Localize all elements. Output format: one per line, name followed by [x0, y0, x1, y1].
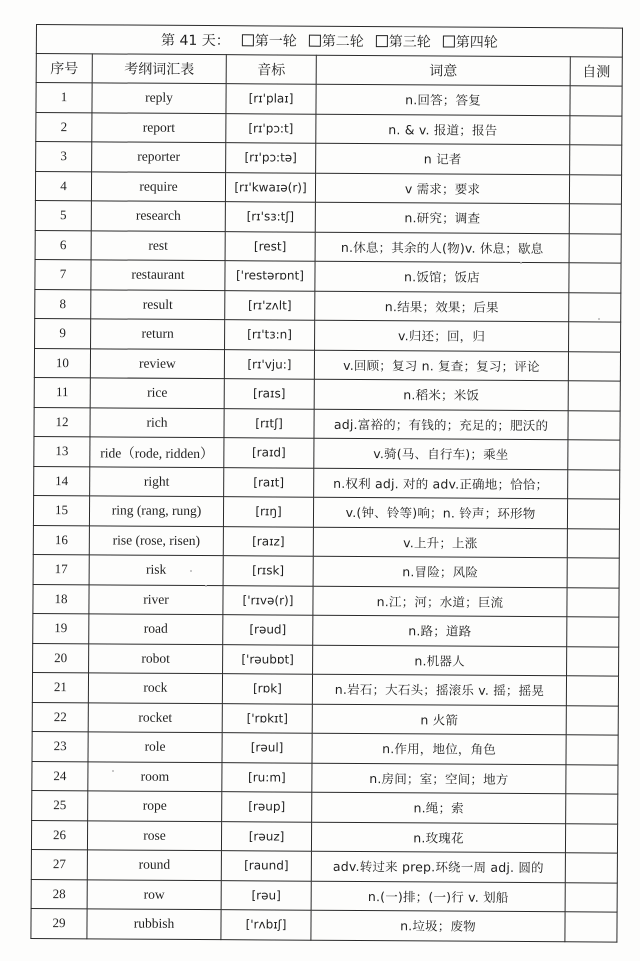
row-phonetic: [raɪs]	[224, 379, 314, 409]
row-phonetic: [raɪz]	[223, 526, 313, 556]
row-meaning: n.(一)排；(一)行 v. 划船	[311, 881, 565, 912]
row-word: rocket	[88, 702, 222, 732]
row-self-test[interactable]	[566, 794, 618, 824]
row-word: rose	[87, 820, 221, 850]
row-number: 17	[33, 554, 89, 584]
row-meaning: n. & v. 报道；报告	[316, 114, 570, 145]
vocabulary-table	[30, 24, 623, 942]
row-number: 4	[35, 171, 91, 201]
table-row	[36, 83, 622, 116]
row-meaning: n.岩石；大石头；摇滚乐 v. 摇；摇晃	[312, 674, 566, 705]
row-phonetic: [rɪ'kwaɪə(r)]	[225, 172, 315, 202]
row-meaning: v.(钟、铃等)响；n. 铃声；环形物	[313, 497, 567, 528]
scan-speck	[190, 570, 192, 572]
table-row	[34, 436, 620, 469]
row-word: research	[91, 201, 225, 231]
row-number: 29	[31, 908, 87, 938]
round-2[interactable]: 第二轮	[309, 34, 364, 50]
table-row	[33, 495, 619, 528]
row-self-test[interactable]	[566, 735, 618, 765]
row-self-test[interactable]	[569, 204, 621, 234]
row-meaning: n 火箭	[312, 704, 566, 735]
row-phonetic: ['rəubɒt]	[223, 644, 313, 674]
table-row	[32, 790, 618, 823]
table-row	[36, 112, 622, 145]
row-word: ride（rode, ridden）	[90, 437, 224, 467]
row-number: 3	[36, 142, 92, 172]
row-number: 7	[35, 259, 91, 289]
row-word: robot	[89, 643, 223, 673]
checkbox-icon[interactable]	[309, 35, 321, 47]
row-meaning: v.归还；回，归	[315, 320, 569, 351]
header-word: 考纲词汇表	[92, 54, 226, 84]
row-phonetic: [rɪ'plaɪ]	[226, 84, 316, 114]
title-row	[36, 25, 622, 58]
header-meaning: 词意	[316, 55, 570, 86]
row-word: rise (rose, risen)	[89, 525, 223, 555]
row-self-test[interactable]	[569, 233, 621, 263]
row-meaning: v 需求；要求	[315, 173, 569, 204]
row-self-test[interactable]	[567, 646, 619, 676]
row-word: restaurant	[91, 260, 225, 290]
row-self-test[interactable]	[570, 145, 622, 175]
row-self-test[interactable]	[567, 528, 619, 558]
row-self-test[interactable]	[565, 823, 617, 853]
row-number: 2	[36, 112, 92, 142]
row-self-test[interactable]	[566, 676, 618, 706]
row-phonetic: [rəuz]	[221, 821, 311, 851]
row-meaning: n.垃圾；废物	[311, 910, 565, 941]
column-header-row	[36, 54, 622, 87]
row-phonetic: [rəud]	[223, 615, 313, 645]
header-self-test: 自测	[570, 57, 622, 86]
row-number: 8	[35, 289, 91, 319]
row-self-test[interactable]	[568, 410, 620, 440]
row-word: return	[91, 319, 225, 349]
row-word: review	[90, 348, 224, 378]
row-self-test[interactable]	[567, 558, 619, 588]
row-number: 12	[34, 407, 90, 437]
row-self-test[interactable]	[565, 853, 617, 883]
row-phonetic: [raund]	[221, 851, 311, 881]
row-meaning: n.权利 adj. 对的 adv.正确地；恰恰；	[314, 468, 568, 499]
row-self-test[interactable]	[570, 115, 622, 145]
row-word: require	[91, 171, 225, 201]
row-number: 28	[31, 879, 87, 909]
row-meaning: n.机器人	[313, 645, 567, 676]
checkbox-icon[interactable]	[376, 35, 388, 47]
row-self-test[interactable]	[570, 86, 622, 116]
row-phonetic: ['rʌbɪʃ]	[221, 910, 311, 940]
table-row	[34, 407, 620, 440]
header-no: 序号	[36, 54, 92, 83]
checkbox-icon[interactable]	[443, 35, 455, 47]
row-number: 5	[35, 200, 91, 230]
row-self-test[interactable]	[568, 440, 620, 470]
row-phonetic: [rɪ'sɜ:tʃ]	[225, 202, 315, 232]
table-row	[34, 377, 620, 410]
table-row	[35, 171, 621, 204]
scan-speck	[520, 262, 522, 264]
round-4[interactable]: 第四轮	[443, 34, 498, 50]
row-self-test[interactable]	[566, 764, 618, 794]
table-row	[31, 879, 617, 912]
row-number: 26	[31, 820, 87, 850]
vocabulary-rows	[31, 83, 622, 942]
row-number: 10	[34, 348, 90, 378]
row-meaning: n.江；河；水道；巨流	[313, 586, 567, 617]
row-phonetic: [rɪ'vju:]	[224, 349, 314, 379]
row-phonetic: ['restərɒnt]	[225, 261, 315, 291]
row-number: 19	[33, 613, 89, 643]
row-word: result	[91, 289, 225, 319]
row-self-test[interactable]	[569, 263, 621, 293]
table-row	[35, 259, 621, 292]
scan-speck	[598, 318, 600, 320]
row-self-test[interactable]	[567, 499, 619, 529]
row-word: round	[87, 850, 221, 880]
table-row	[34, 466, 620, 499]
table-row	[32, 672, 618, 705]
row-phonetic: [raɪd]	[224, 438, 314, 468]
round-1[interactable]: 第一轮	[242, 33, 297, 49]
table-row	[35, 289, 621, 322]
row-word: room	[88, 761, 222, 791]
day-label: 第 41 天：	[161, 32, 230, 50]
table-row	[32, 702, 618, 735]
row-number: 20	[33, 643, 89, 673]
row-meaning: n.冒险；风险	[313, 556, 567, 587]
row-meaning: n.作用，地位，角色	[312, 733, 566, 764]
row-phonetic: [rɪ'tɜ:n]	[225, 320, 315, 350]
row-meaning: n.休息；其余的人(物)v. 休息；歇息	[315, 232, 569, 263]
row-self-test[interactable]	[567, 587, 619, 617]
row-meaning: n.玫瑰花	[311, 822, 565, 853]
table-row	[35, 230, 621, 263]
table-row	[36, 142, 622, 175]
row-meaning: n.绳；索	[312, 792, 566, 823]
row-number: 16	[33, 525, 89, 555]
row-self-test[interactable]	[565, 912, 617, 942]
row-word: rest	[91, 230, 225, 260]
row-number: 27	[31, 849, 87, 879]
row-meaning: n.饭馆；饭店	[315, 261, 569, 292]
row-number: 21	[32, 672, 88, 702]
row-meaning: n.研究；调查	[315, 202, 569, 233]
row-number: 14	[34, 466, 90, 496]
row-self-test[interactable]	[565, 882, 617, 912]
row-phonetic: [rest]	[225, 231, 315, 261]
row-phonetic: ['rɒkɪt]	[222, 703, 312, 733]
row-phonetic: [ru:m]	[222, 762, 312, 792]
row-self-test[interactable]	[568, 351, 620, 381]
row-self-test[interactable]	[567, 617, 619, 647]
row-word: rice	[90, 378, 224, 408]
row-self-test[interactable]	[568, 469, 620, 499]
table-row	[33, 643, 619, 676]
row-phonetic: [rəul]	[222, 733, 312, 763]
table-row	[33, 554, 619, 587]
row-word: right	[90, 466, 224, 496]
table-row	[31, 849, 617, 882]
row-number: 9	[35, 318, 91, 348]
table-row	[33, 525, 619, 558]
row-meaning: adj.富裕的；有钱的；充足的；肥沃的	[314, 409, 568, 440]
table-row	[35, 318, 621, 351]
row-meaning: n.稻米；米饭	[314, 379, 568, 410]
row-phonetic: [rɪsk]	[223, 556, 313, 586]
row-meaning: n.结果；效果；后果	[315, 291, 569, 322]
row-meaning: n 记者	[316, 143, 570, 174]
row-self-test[interactable]	[569, 292, 621, 322]
row-meaning: n.回答；答复	[316, 84, 570, 115]
row-number: 25	[32, 790, 88, 820]
row-phonetic: ['rɪvə(r)]	[223, 585, 313, 615]
row-phonetic: [rɪŋ]	[223, 497, 313, 527]
table-row	[32, 761, 618, 794]
row-number: 1	[36, 83, 92, 113]
row-number: 22	[32, 702, 88, 732]
row-word: rubbish	[87, 909, 221, 939]
vocabulary-sheet	[30, 24, 622, 942]
row-phonetic: [rɪtʃ]	[224, 408, 314, 438]
table-row	[33, 613, 619, 646]
row-word: row	[87, 879, 221, 909]
scan-speck	[205, 585, 207, 587]
row-word: ring (rang, rung)	[89, 496, 223, 526]
row-word: report	[92, 112, 226, 142]
round-3[interactable]: 第三轮	[376, 34, 431, 50]
scan-speck	[112, 770, 114, 772]
row-self-test[interactable]	[568, 381, 620, 411]
row-word: reply	[92, 83, 226, 113]
row-phonetic: [rɒk]	[222, 674, 312, 704]
row-number: 15	[33, 495, 89, 525]
header-ipa: 音标	[226, 55, 316, 85]
table-row	[31, 908, 617, 941]
day-title	[36, 25, 622, 58]
row-meaning: v.上升；上涨	[313, 527, 567, 558]
row-phonetic: [rɪ'pɔ:tə]	[226, 143, 316, 173]
row-meaning: v.骑(马、自行车)；乘坐	[314, 438, 568, 469]
row-word: role	[88, 732, 222, 762]
row-self-test[interactable]	[569, 174, 621, 204]
row-number: 6	[35, 230, 91, 260]
table-row	[33, 584, 619, 617]
row-number: 24	[32, 761, 88, 791]
table-row	[34, 348, 620, 381]
row-number: 23	[32, 731, 88, 761]
row-self-test[interactable]	[569, 322, 621, 352]
row-meaning: n.路；道路	[313, 615, 567, 646]
row-meaning: adv.转过来 prep.环绕一周 adj. 圆的	[311, 851, 565, 882]
table-row	[31, 820, 617, 853]
row-word: rock	[88, 673, 222, 703]
checkbox-icon[interactable]	[242, 34, 254, 46]
row-word: rich	[90, 407, 224, 437]
row-word: river	[89, 584, 223, 614]
row-number: 18	[33, 584, 89, 614]
table-row	[32, 731, 618, 764]
row-phonetic: [rəup]	[222, 792, 312, 822]
row-word: reporter	[92, 142, 226, 172]
row-phonetic: [rɪ'pɔ:t]	[226, 113, 316, 143]
row-word: rope	[88, 791, 222, 821]
row-meaning: v.回顾；复习 n. 复查；复习；评论	[314, 350, 568, 381]
row-word: road	[89, 614, 223, 644]
table-row	[35, 200, 621, 233]
row-number: 11	[34, 377, 90, 407]
row-word: risk	[89, 555, 223, 585]
row-phonetic: [raɪt]	[224, 467, 314, 497]
row-number: 13	[34, 436, 90, 466]
row-meaning: n.房间；室；空间；地方	[312, 763, 566, 794]
row-phonetic: [rɪ'zʌlt]	[225, 290, 315, 320]
row-phonetic: [rəu]	[221, 880, 311, 910]
row-self-test[interactable]	[566, 705, 618, 735]
